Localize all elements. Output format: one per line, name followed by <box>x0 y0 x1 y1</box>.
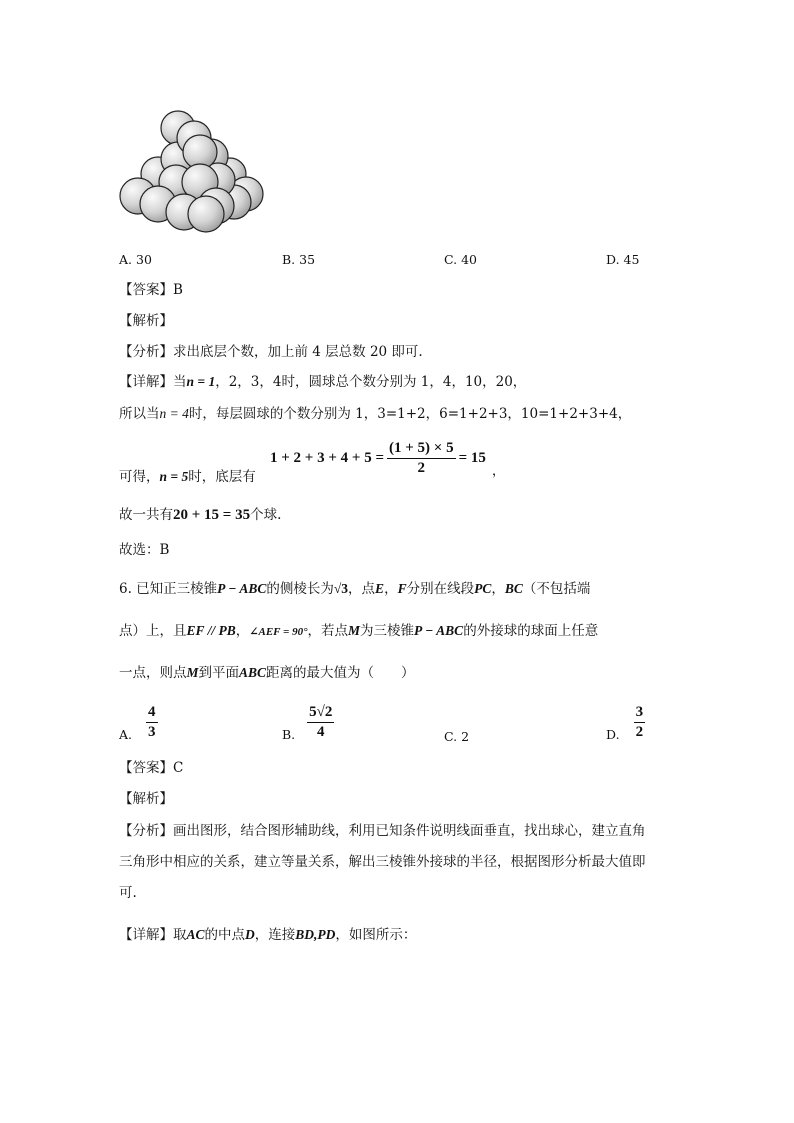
q5-option-c: C. 40 <box>444 252 477 267</box>
ball <box>188 196 224 232</box>
q6-detail-line1: 【详解】取AC的中点D，连接BD,PD，如图所示： <box>119 927 417 943</box>
q6-option-b: B. $\frac{5√2}{4}$ <box>282 704 333 742</box>
q6-option-c: C. 2 <box>444 729 470 744</box>
q6-option-a: A. $\frac{4}{3}$ <box>119 704 156 742</box>
q6-option-d: D. $\frac{3}{2}$ <box>606 704 644 742</box>
q5-detail-line2: 所以当n = 4时，每层圆球的个数分别为 1，3=1+2，6=1+2+3，10=1+2+3+4， <box>119 406 632 422</box>
q5-choice: 故选：B <box>119 542 170 558</box>
q6-jiexi: 【解析】 <box>119 791 173 807</box>
q5-detail-line1: 【详解】当n = 1，2，3，4时，圆球总个数分别为 1，4，10，20， <box>119 374 527 390</box>
q6-fenxi-line2: 三角形中相应的关系，建立等量关系，解出三棱锥外接球的半径，根据图形分析最大值即 <box>119 854 646 870</box>
q5-answer: 【答案】B <box>119 282 183 298</box>
q5-bottom-sum-formula: 1 + 2 + 3 + 4 + 5 = $\frac{(1 + 5) \times 5}{2}$ = 15 ， <box>270 440 506 479</box>
q5-jiexi: 【解析】 <box>119 313 173 329</box>
q6-answer: 【答案】C <box>119 760 184 776</box>
q5-detail-line3: 可得，n = 5时，底层有 <box>119 469 256 485</box>
q6-fenxi-line1: 【分析】画出图形，结合图形辅助线，利用已知条件说明线面垂直，找出球心，建立直角 <box>119 823 646 839</box>
q6-stem-line3: 一点，则点M到平面ABC距离的最大值为（ ） <box>119 665 415 681</box>
q6-stem-line2: 点）上，且EF // PB，∠AEF = 90°，若点M为三棱锥P − ABC的外接球的球面上任意 <box>119 623 599 639</box>
q5-fenxi: 【分析】求出底层个数，加上前 4 层总数 20 即可. <box>119 344 423 360</box>
q6-stem-line1: 6. 已知正三棱锥P − ABC的侧棱长为√3，点E，F分别在线段PC，BC（不包括端 <box>119 581 591 597</box>
q5-option-a: A. 30 <box>119 252 152 267</box>
q6-fenxi-line3: 可. <box>119 885 137 901</box>
q5-option-b: B. 35 <box>282 252 316 267</box>
ball-pyramid-figure <box>118 104 268 234</box>
q5-option-d: D. 45 <box>606 252 640 267</box>
q5-total: 故一共有20 + 15 = 35个球. <box>119 507 282 523</box>
